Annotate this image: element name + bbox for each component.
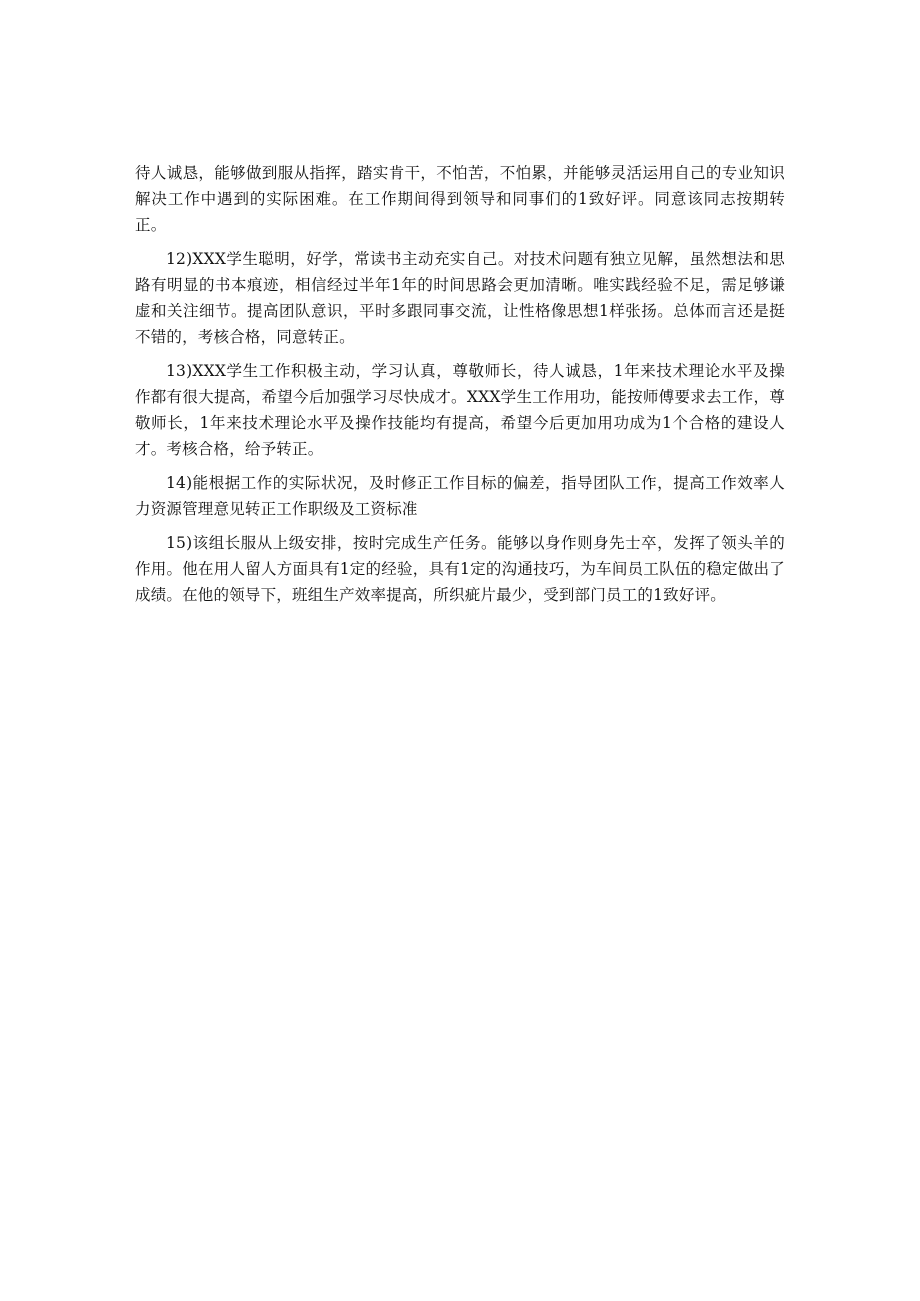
paragraph-14: 14)能根据工作的实际状况，及时修正工作目标的偏差，指导团队工作，提高工作效率人力资源管理意见转正工作职级及工资标准 bbox=[135, 474, 785, 518]
paragraph-12: 12)XXX学生聪明，好学，常读书主动充实自己。对技术问题有独立见解，虽然想法和思路有明显的书本痕迹，相信经过半年1年的时间思路会更加清晰。唯实践经验不足，需足够谦虚和关注细节。提高团队意识，平时多跟同事交流，让性格像思想1样张扬。总体而言还是挺不错的，考核合格，同意转正。 bbox=[135, 250, 785, 346]
paragraph-continued: 待人诚恳，能够做到服从指挥，踏实肯干，不怕苦，不怕累，并能够灵活运用自己的专业知识解决工作中遇到的实际困难。在工作期间得到领导和同事们的1致好评。同意该同志按期转正。 bbox=[135, 164, 785, 234]
document-body bbox=[135, 160, 785, 616]
paragraph-15: 15)该组长服从上级安排，按时完成生产任务。能够以身作则身先士卒，发挥了领头羊的作用。他在用人留人方面具有1定的经验，具有1定的沟通技巧，为车间员工队伍的稳定做出了成绩。在他的领导下，班组生产效率提高，所织疵片最少，受到部门员工的1致好评。 bbox=[135, 534, 785, 604]
paragraph-13: 13)XXX学生工作积极主动，学习认真，尊敬师长，待人诚恳，1年来技术理论水平及操作都有很大提高，希望今后加强学习尽快成才。XXX学生工作用功，能按师傅要求去工作，尊敬师长，1年来技术理论水平及操作技能均有提高，希望今后更加用功成为1个合格的建设人才。考核合格，给予转正。 bbox=[135, 362, 785, 458]
